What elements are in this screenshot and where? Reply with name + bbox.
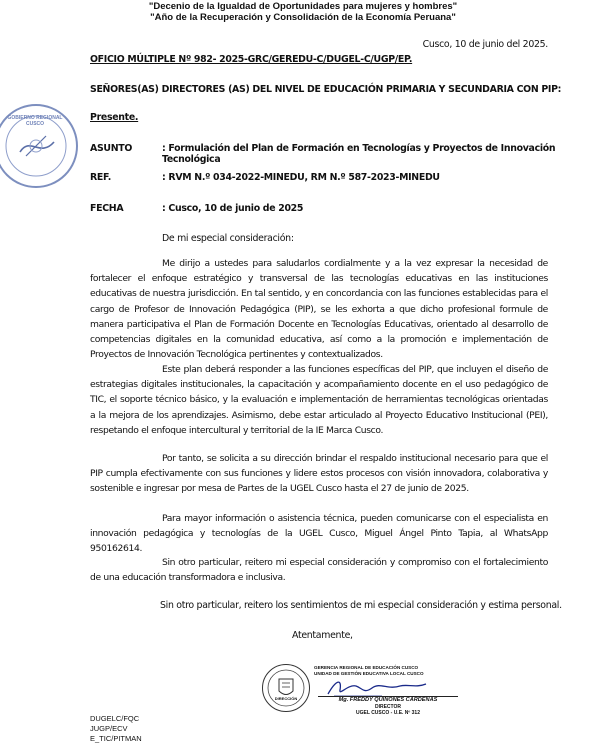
paragraph-text: Para mayor información o asistencia técnica, pueden comunicarse con el especialista en innovación pedagógica y tecnologías de la UGEL Cusco, Miguel Ángel Pinto Tapia, al WhatsApp 950162614. [90, 513, 548, 555]
paragraph-text: Por tanto, se solicita a su dirección brindar el respaldo institucional necesario para que el PIP cumpla efectivamente con sus funciones y lidere estos procesos con visión innovadora, colaborativa y sostenible e ingresar por mesa de Partes de la UGEL Cusco hasta el 27 de junio de 2025. [90, 453, 548, 495]
signer-office: UGEL CUSCO - U.E. Nº 312 [356, 710, 420, 716]
paragraph-text: Este plan deberá responder a las funciones específicas del PIP, que incluyen el diseño de estrategias digitales institucionales, la capacitación y acompañamiento docente en el uso pedagógico de TIC, el soporte técnico básico, y la evaluación e implementación de herramientas tecnológicas orientadas a la mejora de los aprendizajes. Asimismo, debe estar articulado al Proyecto Educativo Institucional (PEI), respetando el enfoque intercultural y territorial de la IE Marca Cusco. [90, 364, 548, 436]
paragraph-text: Me dirijo a ustedes para saludarlos cordialmente y a la vez expresar la necesidad de fortalecer el enfoque estratégico y transversal de las tecnologías educativas en las instituciones educativas de nuestra jurisdicción. En tal sentido, y en concordancia con las funciones establecidas para el cargo de Profesor de Innovación Pedagógica (PIP), se les exhorta a que dicho profesional formule de manera participativa el Plan de Formación Docente en Tecnologías Educativas, orientado al desarrollo de competencias digitales en la comunidad educativa, así como a la promoción e implementación de Proyectos de Innovación Tecnológica pertinentes y contextualizados. [90, 258, 548, 361]
initials-line-1: DUGELC/FQC [90, 714, 140, 723]
body-paragraph-3 [90, 451, 548, 497]
director-seal [262, 664, 310, 712]
asunto-label: ASUNTO [90, 143, 133, 154]
signer-role: DIRECTOR [374, 704, 402, 710]
oficio-number: OFICIO MÚLTIPLE Nº 982- 2025-GRC/GEREDU-C/DUGEL-C/UGP/EP. [90, 54, 413, 65]
seal-text: GOBIERNO REGIONAL CUSCO [7, 115, 63, 127]
ref-label: REF. [90, 172, 112, 183]
regional-seal [0, 104, 78, 188]
body-paragraph-1 [90, 256, 548, 362]
closing-line: Sin otro particular, reitero los sentimientos de mi especial consideración y estima personal. [160, 600, 562, 611]
fecha-label: FECHA [90, 203, 124, 214]
body-paragraph-5 [90, 555, 548, 585]
header-slogan-1: "Decenio de la Igualdad de Oportunidades para mujeres y hombres" [148, 1, 458, 12]
addressee: SEÑORES(AS) DIRECTORES (AS) DEL NIVEL DE EDUCACIÓN PRIMARIA Y SECUNDARIA CON PIP: [90, 84, 562, 95]
reference-initials [90, 714, 142, 744]
atentamente: Atentamente, [292, 630, 353, 641]
ref-value: : RVM N.º 034-2022-MINEDU, RM N.º 587-2023-MINEDU [162, 172, 440, 183]
fecha-value: : Cusco, 10 de junio de 2025 [162, 203, 304, 214]
header-slogan-2: "Año de la Recuperación y Consolidación de la Economía Peruana" [150, 12, 456, 23]
stamp-line-2: UNIDAD DE GESTIÓN EDUCATIVA LOCAL CUSCO [314, 671, 424, 676]
asunto-value: : Formulación del Plan de Formación en Tecnologías y Proyectos de Innovación Tecnológica [162, 143, 556, 165]
signer-name: Mg. FREDDY QUIÑONES CÁRDENAS [338, 697, 438, 703]
coat-of-arms-icon [263, 665, 309, 711]
presente: Presente. [90, 112, 139, 123]
greeting: De mi especial consideración: [162, 233, 294, 244]
seal-label: DIRECCIÓN [274, 696, 298, 701]
place-date: Cusco, 10 de junio del 2025. [422, 39, 548, 50]
paragraph-text: Sin otro particular, reitero mi especial consideración y compromiso con el fortalecimiento de una educación transformadora e inclusiva. [90, 557, 548, 584]
body-paragraph-4 [90, 511, 548, 557]
body-paragraph-2 [90, 362, 548, 438]
stamp-line-1: GERENCIA REGIONAL DE EDUCACIÓN CUSCO [314, 665, 419, 670]
initials-line-3: E_TIC/PITMAN [90, 734, 142, 743]
initials-line-2: JUGP/ECV [90, 724, 128, 733]
